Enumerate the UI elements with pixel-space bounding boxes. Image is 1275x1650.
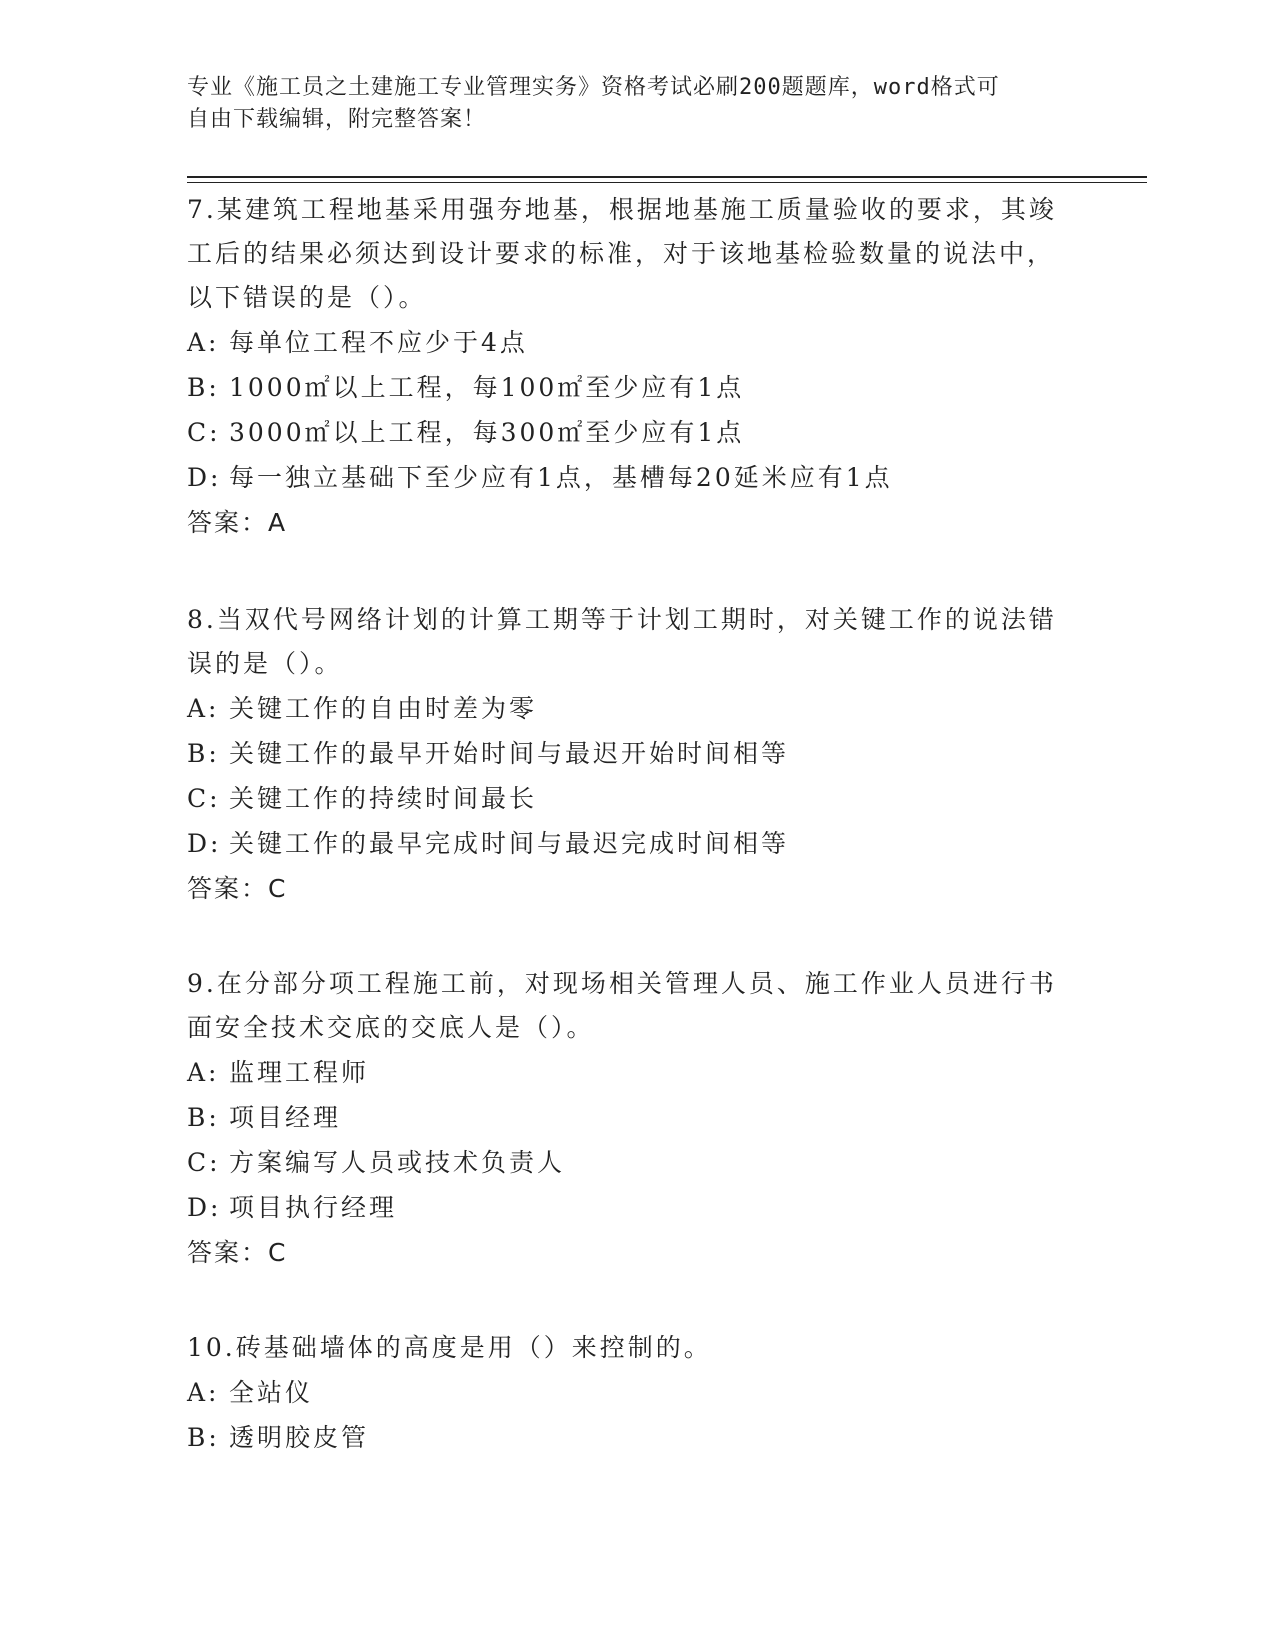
option-letter: A: [187,1378,220,1407]
question-8 [187,598,1067,911]
option-text: 监理工程师 [229,1058,370,1087]
option-a [187,320,1067,365]
option-a [187,686,1067,731]
option-letter: B: [187,373,220,402]
option-text: 项目执行经理 [229,1193,398,1222]
option-b [187,731,1067,776]
option-letter: B: [187,1423,220,1452]
document-header [187,72,1067,136]
option-letter: D: [187,463,222,492]
option-letter: B: [187,1103,220,1132]
option-c [187,1140,1067,1185]
option-c [187,776,1067,821]
option-letter: A: [187,1058,220,1087]
option-text: 关键工作的最早完成时间与最迟完成时间相等 [229,829,790,858]
option-letter: A: [187,694,220,723]
option-b [187,365,1067,410]
option-letter: C: [187,784,221,813]
question-9 [187,962,1067,1275]
question-text: 8.当双代号网络计划的计算工期等于计划工期时，对关键工作的说法错误的是（）。 [187,605,1057,678]
answer-line: 答案：C [187,1238,288,1267]
option-c [187,410,1067,455]
header-divider [187,176,1147,178]
option-b [187,1095,1067,1140]
option-letter: D: [187,829,222,858]
option-letter: B: [187,739,220,768]
option-text: 项目经理 [229,1103,342,1132]
option-a [187,1050,1067,1095]
header-divider-thin [187,182,1147,183]
option-letter: A: [187,328,220,357]
option-text: 透明胶皮管 [229,1423,370,1452]
header-line-2: 自由下载编辑，附完整答案！ [187,107,487,132]
option-d [187,1185,1067,1230]
answer-line: 答案：C [187,874,288,903]
option-text: 3000㎡以上工程，每300㎡至少应有1点 [229,418,745,447]
question-text: 7.某建筑工程地基采用强夯地基，根据地基施工质量验收的要求，其竣工后的结果必须达到设计要求的标准，对于该地基检验数量的说法中，以下错误的是（）。 [187,195,1057,312]
question-10 [187,1326,1067,1460]
answer-line: 答案：A [187,508,288,537]
question-text: 10.砖基础墙体的高度是用（）来控制的。 [187,1333,712,1362]
option-letter: D: [187,1193,222,1222]
option-text: 关键工作的持续时间最长 [229,784,538,813]
option-letter: C: [187,418,221,447]
option-d [187,455,1067,500]
question-7 [187,188,1067,545]
option-text: 1000㎡以上工程，每100㎡至少应有1点 [229,373,745,402]
option-text: 关键工作的自由时差为零 [229,694,538,723]
option-text: 全站仪 [229,1378,314,1407]
option-letter: C: [187,1148,221,1177]
option-text: 关键工作的最早开始时间与最迟开始时间相等 [229,739,790,768]
option-text: 每一独立基础下至少应有1点，基槽每20延米应有1点 [229,463,893,492]
option-text: 每单位工程不应少于4点 [229,328,528,357]
option-b [187,1415,1067,1460]
option-text: 方案编写人员或技术负责人 [229,1148,566,1177]
option-a [187,1370,1067,1415]
question-text: 9.在分部分项工程施工前，对现场相关管理人员、施工作业人员进行书面安全技术交底的交底人是（）。 [187,969,1057,1042]
header-line-1: 专业《施工员之土建施工专业管理实务》资格考试必刷200题题库，word格式可 [187,75,1000,100]
option-d [187,821,1067,866]
